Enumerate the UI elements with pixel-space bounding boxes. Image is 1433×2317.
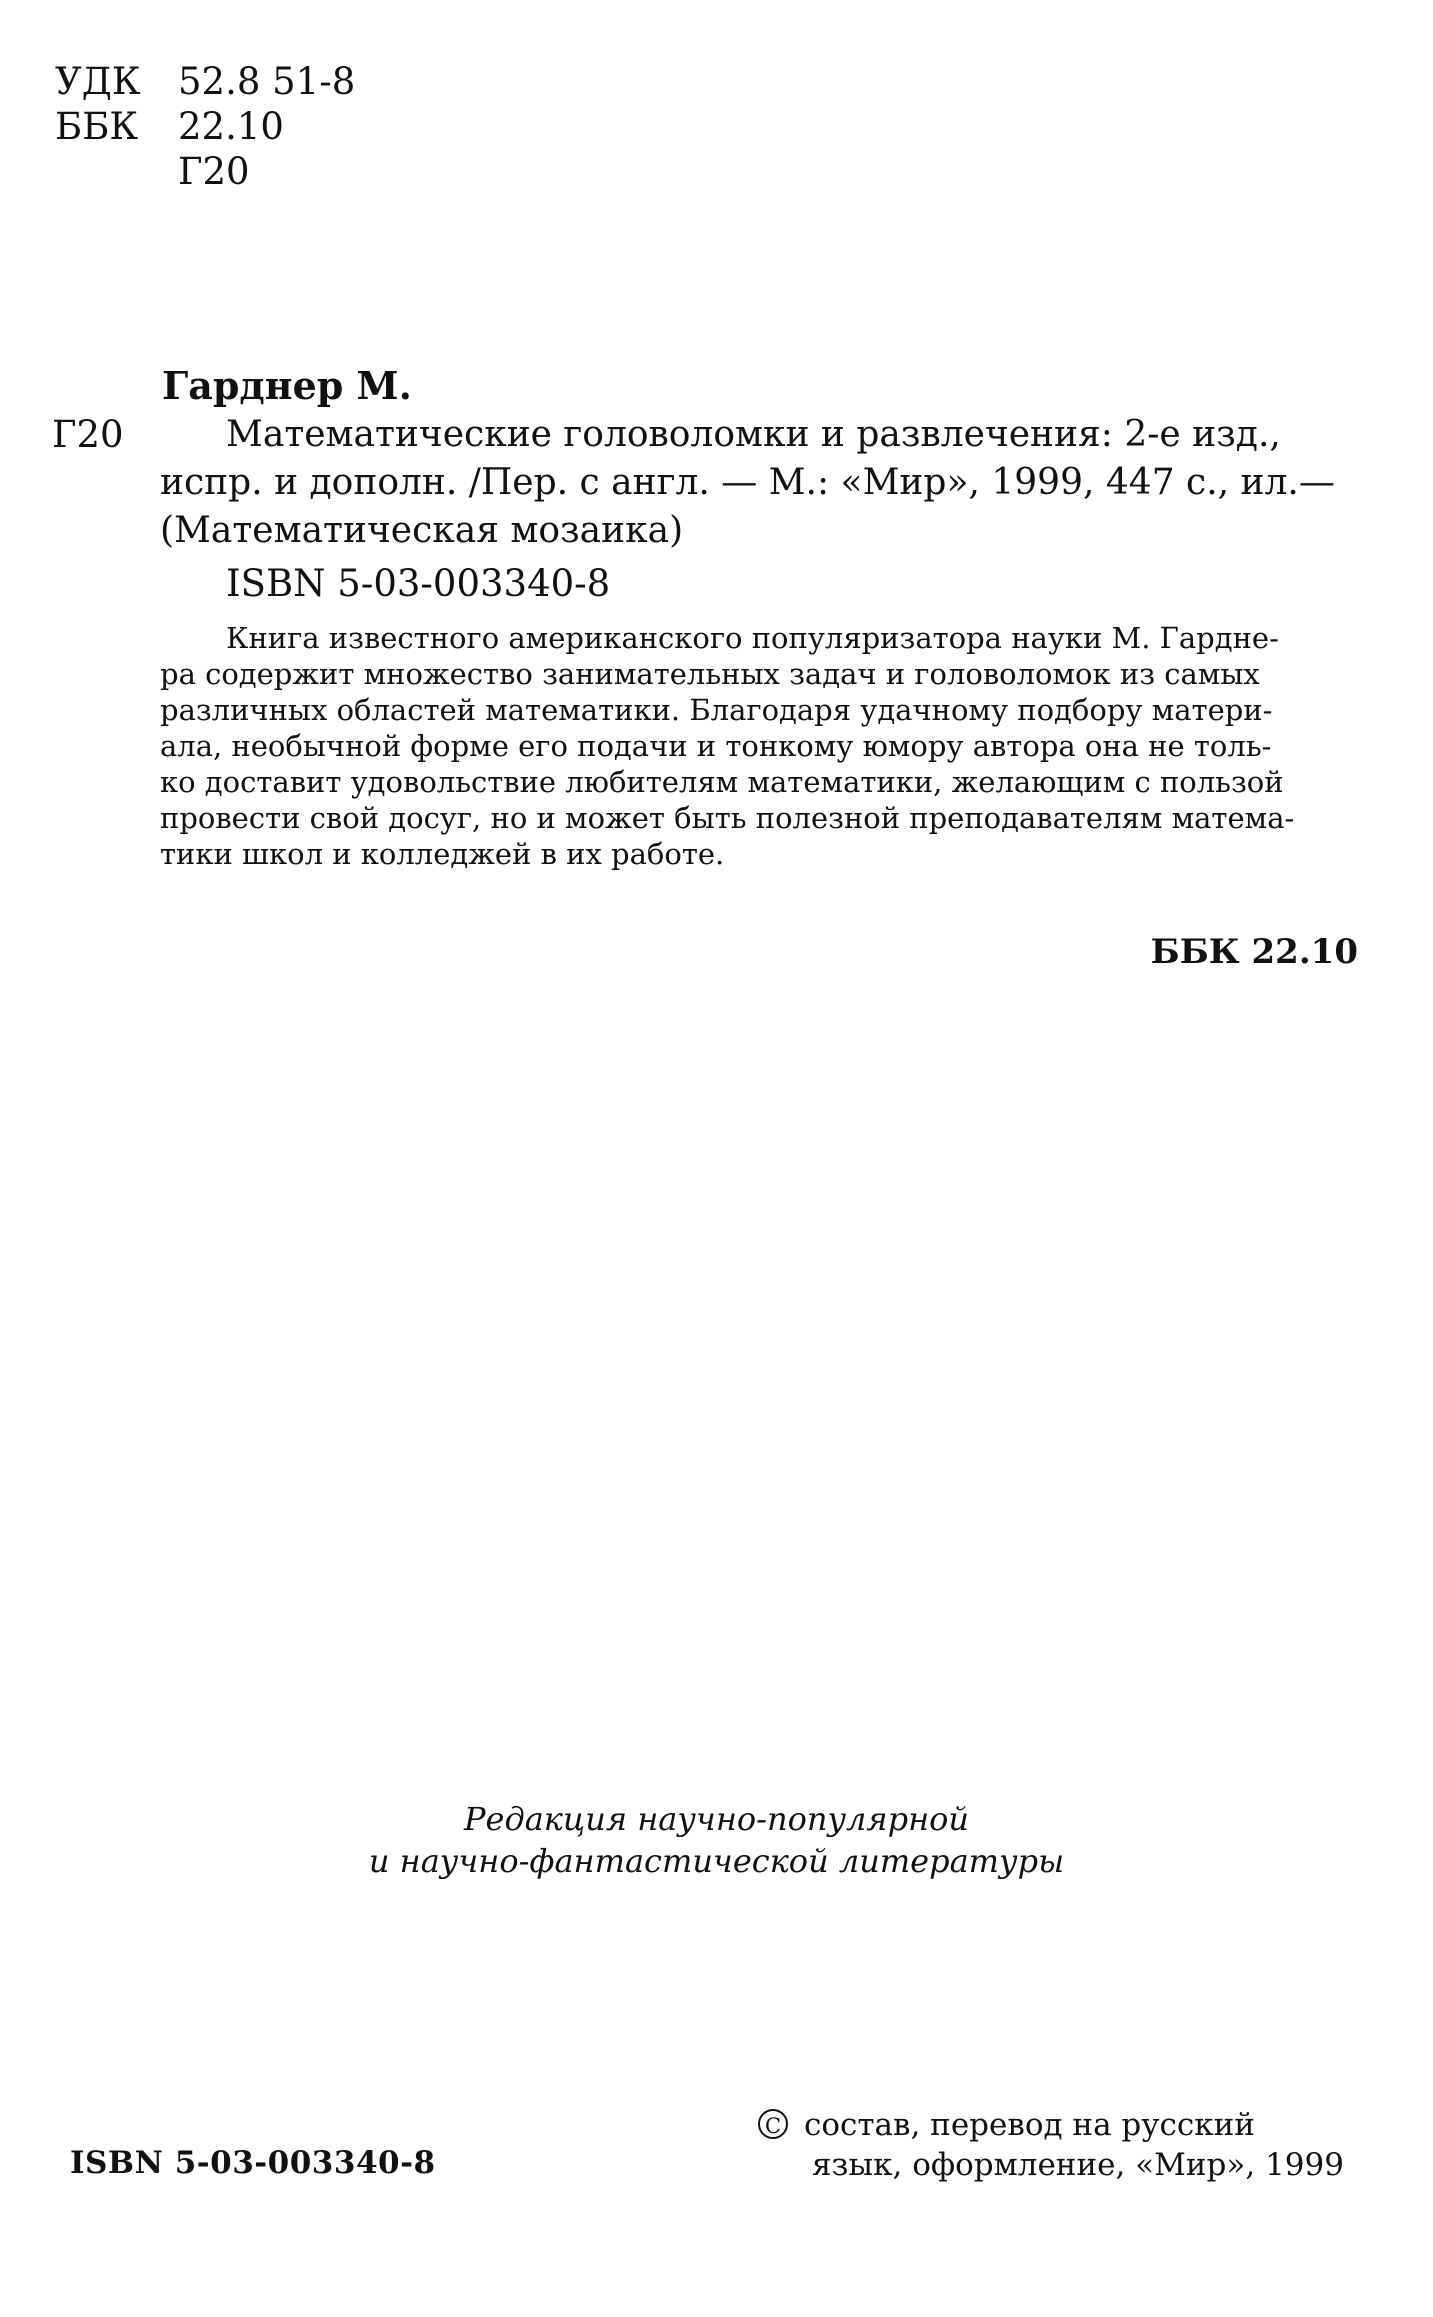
card-index: Г20	[52, 413, 124, 456]
annotation-line: различных областей математики. Благодаря удачному подбору матери-	[160, 693, 1273, 727]
annotation-line: ала, необычной форме его подачи и тонкому юмору автора она не толь-	[160, 729, 1272, 763]
isbn-catalog: ISBN 5-03-003340-8	[226, 562, 611, 605]
udk-label: УДК	[55, 60, 141, 103]
copyright-icon: C	[758, 2109, 788, 2139]
annotation	[160, 620, 1360, 872]
editorial-line: и научно-фантастической литературы	[368, 1842, 1065, 1880]
bbk-label: ББК	[55, 105, 139, 148]
description-line: Математические головоломки и развлечения: 2-е изд.,	[226, 414, 1281, 455]
annotation-line: ра содержит множество занимательных задач и головоломок из самых	[160, 657, 1260, 691]
annotation-line: ко доставит удовольствие любителям математики, желающим с пользой	[160, 765, 1284, 799]
editorial-note	[0, 1798, 1433, 1882]
copyright-text: состав, перевод на русский	[804, 2107, 1255, 2143]
author-mark: Г20	[178, 150, 250, 193]
copyright-line: язык, оформление, «Мир», 1999	[812, 2147, 1344, 2183]
copyright-line	[758, 2105, 1344, 2145]
annotation-line: тики школ и колледжей в их работе.	[160, 837, 725, 871]
bbk-value: 22.10	[178, 105, 284, 148]
description-line: (Математическая мозаика)	[160, 510, 684, 551]
bbk-index: ББК 22.10	[1150, 932, 1358, 972]
description-line: испр. и дополн. /Пер. с англ. — М.: «Мир», 1999, 447 с., ил.—	[160, 462, 1335, 503]
annotation-line: провести свой досуг, но и может быть полезной преподавателям матема-	[160, 801, 1295, 835]
author-name: Гарднер М.	[162, 363, 412, 408]
copyright-notice	[758, 2105, 1344, 2185]
editorial-line: Редакция научно-популярной	[463, 1800, 970, 1838]
udk-value: 52.8 51-8	[178, 60, 356, 103]
annotation-line: Книга известного американского популяризатора науки М. Гардне-	[226, 621, 1279, 655]
isbn-footer: ISBN 5-03-003340-8	[70, 2145, 436, 2181]
